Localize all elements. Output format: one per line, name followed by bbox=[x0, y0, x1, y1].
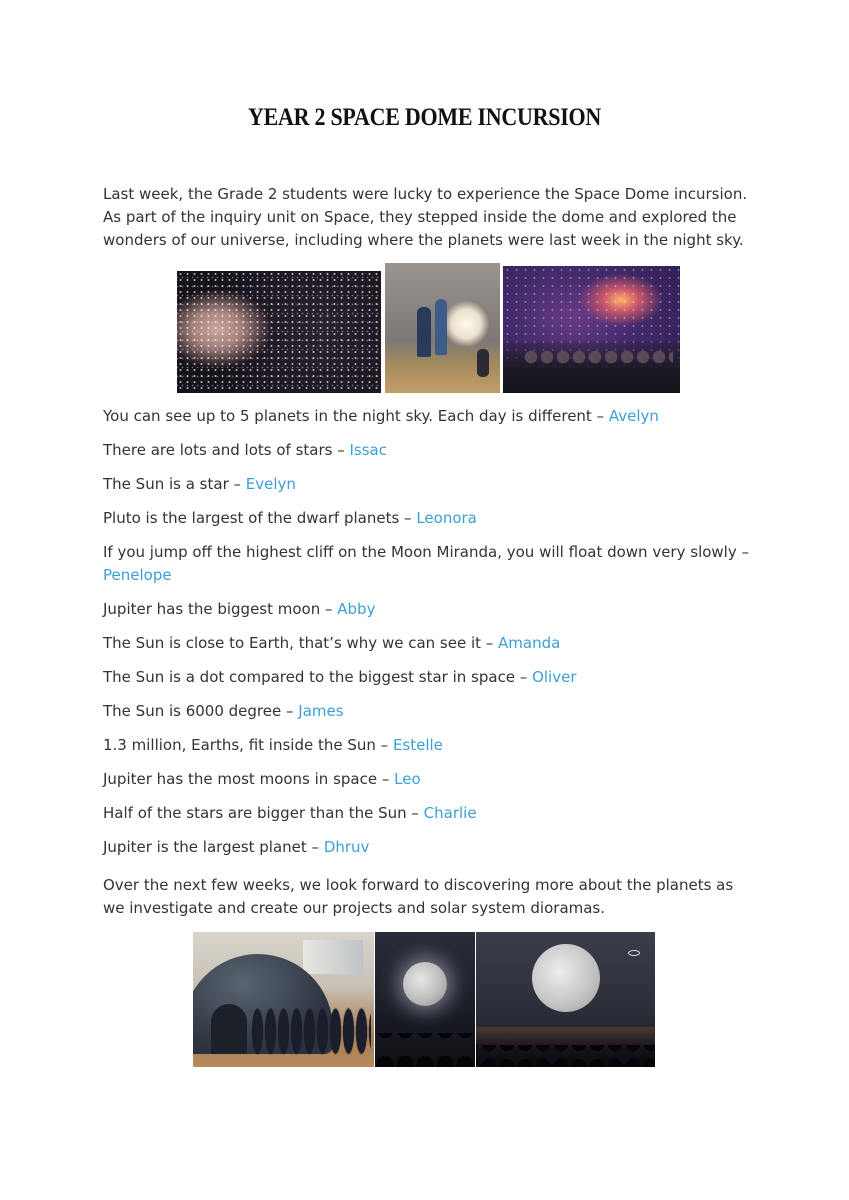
student-name: Penelope bbox=[103, 566, 172, 584]
quote-item bbox=[103, 598, 753, 621]
quote-item bbox=[103, 836, 753, 859]
photo-students-in-dome bbox=[385, 263, 500, 393]
quote-item bbox=[103, 473, 753, 496]
photo-moon-projection bbox=[375, 932, 475, 1067]
student-name: Estelle bbox=[392, 736, 443, 754]
student-name: Issac bbox=[349, 441, 387, 459]
quote-text: Pluto is the largest of the dwarf planets – bbox=[103, 509, 417, 527]
student-name: Evelyn bbox=[245, 475, 296, 493]
quote-item bbox=[103, 632, 753, 655]
quote-text: Jupiter has the biggest moon – bbox=[103, 600, 338, 618]
quote-item bbox=[103, 802, 753, 825]
quote-item bbox=[103, 541, 753, 587]
quote-item bbox=[103, 700, 753, 723]
quote-text: The Sun is 6000 degree – bbox=[103, 702, 299, 720]
quote-item bbox=[103, 405, 753, 428]
quote-item bbox=[103, 734, 753, 757]
student-name: Oliver bbox=[532, 668, 577, 686]
quote-text: The Sun is a dot compared to the biggest star in space – bbox=[103, 668, 533, 686]
quote-text: Jupiter is the largest planet – bbox=[103, 838, 324, 856]
student-quotes bbox=[103, 405, 753, 870]
quote-item bbox=[103, 666, 753, 689]
photo-asteroid-starfield bbox=[177, 271, 381, 393]
quote-text: The Sun is close to Earth, that’s why we can see it – bbox=[103, 634, 499, 652]
photo-inflatable-dome bbox=[193, 932, 374, 1067]
intro-paragraph: Last week, the Grade 2 students were lucky to experience the Space Dome incursion. As part of the inquiry unit on Space, they stepped inside the dome and explored the wonders of our universe, including where the planets were last week in the night sky. bbox=[103, 185, 748, 249]
quote-text: If you jump off the highest cliff on the Moon Miranda, you will float down very slowly – bbox=[103, 543, 749, 561]
quote-text: You can see up to 5 planets in the night sky. Each day is different – bbox=[103, 407, 609, 425]
quote-item bbox=[103, 768, 753, 791]
closing-paragraph: Over the next few weeks, we look forward to discovering more about the planets as we investigate and create our projects and solar system dioramas. bbox=[103, 876, 734, 917]
student-name: Leo bbox=[394, 770, 421, 788]
photo-group-under-galaxy bbox=[503, 266, 680, 393]
photo-moon-dome-sky bbox=[476, 932, 655, 1067]
student-name: Leonora bbox=[416, 509, 477, 527]
quote-text: There are lots and lots of stars – bbox=[103, 441, 350, 459]
student-name: Abby bbox=[337, 600, 376, 618]
quote-item bbox=[103, 507, 753, 530]
quote-text: 1.3 million, Earths, fit inside the Sun – bbox=[103, 736, 393, 754]
page-title: YEAR 2 SPACE DOME INCURSION bbox=[247, 104, 602, 131]
student-name: James bbox=[298, 702, 344, 720]
quote-item bbox=[103, 439, 753, 462]
student-name: Dhruv bbox=[323, 838, 370, 856]
student-name: Charlie bbox=[423, 804, 477, 822]
student-name: Avelyn bbox=[608, 407, 659, 425]
quote-text: Half of the stars are bigger than the Sun – bbox=[103, 804, 424, 822]
student-name: Amanda bbox=[498, 634, 561, 652]
quote-text: The Sun is a star – bbox=[103, 475, 246, 493]
quote-text: Jupiter has the most moons in space – bbox=[103, 770, 395, 788]
